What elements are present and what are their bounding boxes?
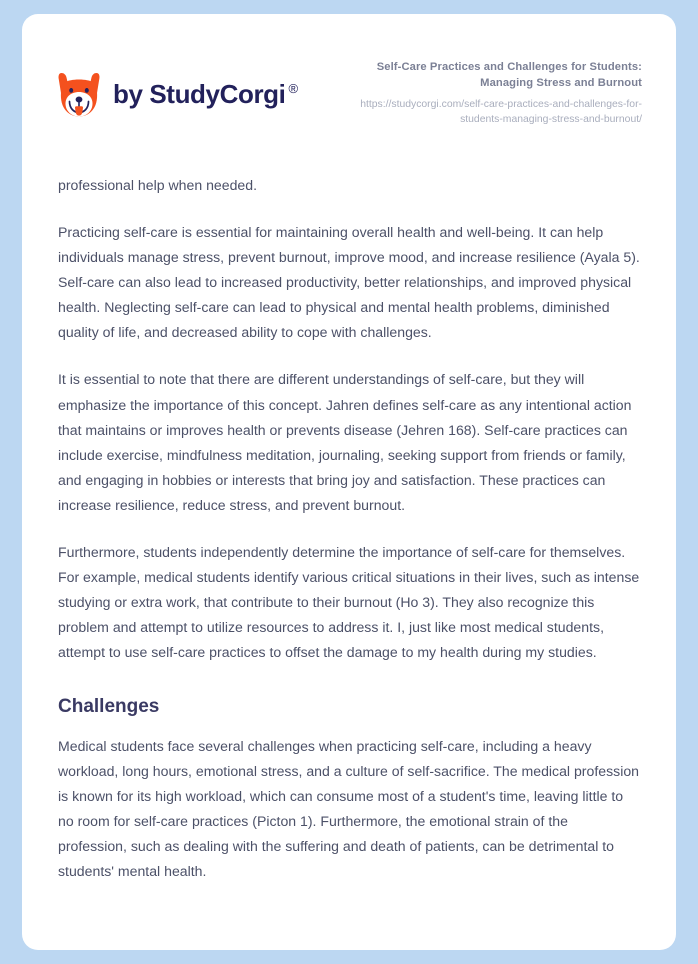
registered-trademark-icon: ® (288, 81, 299, 96)
document-meta (298, 60, 642, 127)
document-url[interactable]: https://studycorgi.com/self-care-practices-and-challenges-for-students-managing-stress-and-burnout/ (360, 98, 642, 125)
paragraph: Furthermore, students independently determine the importance of self-care for themselves. For example, medical students identify various critical situations in their lives, such as intense studying or extra work, that contribute to their burnout (Ho 3). They also recognize this problem and attempt to utilize resources to address it. I, just like most medical students, attempt to use self-care practices to offset the damage to my health during my studies. (58, 543, 640, 661)
article-body (22, 173, 676, 884)
section-heading-challenges: Challenges (58, 696, 160, 718)
brand-wordmark (113, 81, 298, 107)
brand-name: by StudyCorgi (113, 79, 286, 109)
corgi-mascot-icon (56, 70, 102, 118)
paragraph: It is essential to note that there are different understandings of self-care, but they will emphasize the importance of this concept. Jahren defines self-care as any intentional action that maintains or improves health or prevents disease (Jehren 168). Self-care practices can include exercise, mindfulness meditation, journaling, seeking support from friends or family, and engaging in hobbies or interests that bring joy and satisfaction. These practices can increase resilience, reduce stress, and prevent burnout. (58, 371, 632, 513)
document-page-card (22, 14, 676, 950)
site-header (22, 14, 676, 127)
brand-logo-link[interactable] (56, 60, 298, 118)
paragraph: Medical students face several challenges when practicing self-care, including a heavy workload, long hours, emotional stress, and a culture of self-sacrifice. The medical profession is known for its high workload, which can consume most of a student's time, leaving little to no room for self-care practices (Picton 1). Furthermore, the emotional strain of the profession, such as dealing with the suffering and death of patients, can be detrimental to students' mental health. (58, 737, 639, 880)
paragraph: Practicing self-care is essential for maintaining overall health and well-being. It can help individuals manage stress, prevent burnout, improve mood, and increase resilience (Ayala 5). Self-care can also lead to increased productivity, better relationships, and improved physical health. Neglecting self-care can lead to physical and mental health problems, diminished quality of life, and decreased ability to cope with challenges. (58, 224, 640, 341)
paragraph: professional help when needed. (58, 176, 258, 193)
document-title: Self-Care Practices and Challenges for Students: Managing Stress and Burnout (376, 61, 642, 89)
